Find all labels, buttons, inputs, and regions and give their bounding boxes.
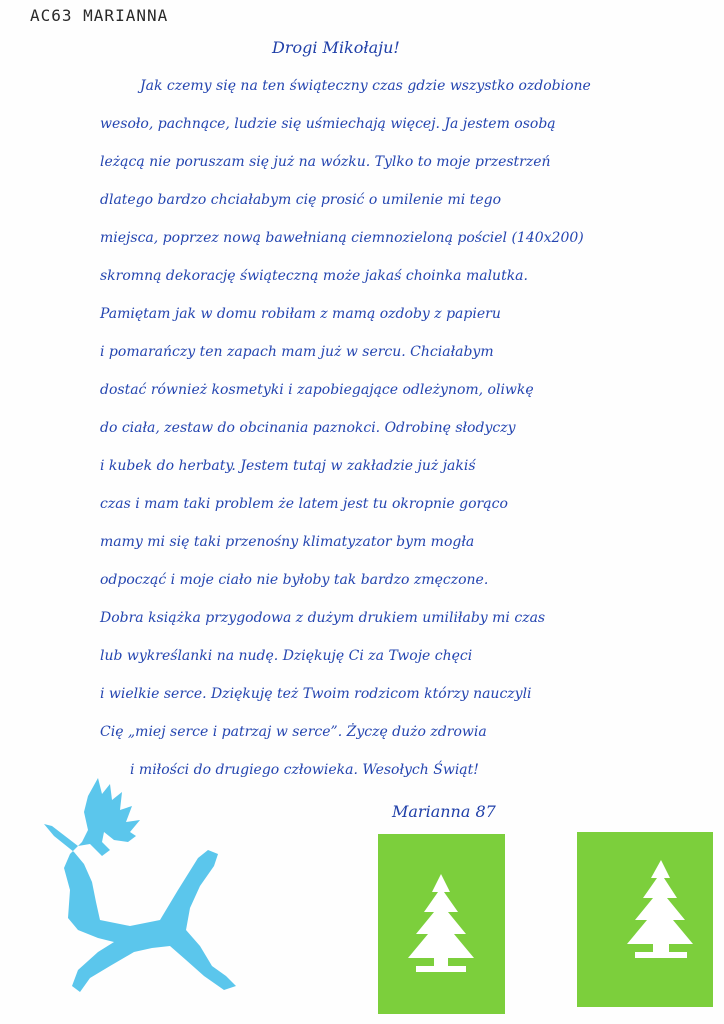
letter-line: miejsca, poprzez nową bawełnianą ciemnozieloną pościel (140x200) — [100, 230, 584, 246]
christmas-tree-card — [577, 832, 713, 1007]
letter-line: i miłości do drugiego człowieka. Wesołych Świąt! — [130, 762, 479, 778]
christmas-tree-card — [378, 834, 505, 1014]
letter-line: dostać również kosmetyki i zapobiegające odleżynom, oliwkę — [100, 382, 534, 398]
letter-signature: Marianna 87 — [392, 802, 496, 821]
letter-greeting: Drogi Mikołaju! — [272, 38, 400, 57]
header-code: AC63 MARIANNA — [30, 6, 169, 25]
letter-line: i wielkie serce. Dziękuję też Twoim rodzicom którzy nauczyli — [100, 686, 532, 702]
letter-line: odpocząć i moje ciało nie byłoby tak bardzo zmęczone. — [100, 572, 489, 588]
letter-line: leżącą nie poruszam się już na wózku. Tylko to moje przestrzeń — [100, 154, 551, 170]
letter-line: mamy mi się taki przenośny klimatyzator bym mogła — [100, 534, 475, 550]
letter-line: czas i mam taki problem że latem jest tu okropnie gorąco — [100, 496, 508, 512]
letter-line: Dobra książka przygodowa z dużym drukiem umiliłaby mi czas — [100, 610, 546, 626]
letter-line: Pamiętam jak w domu robiłam z mamą ozdoby z papieru — [100, 306, 501, 322]
letter-line: i kubek do herbaty. Jestem tutaj w zakładzie już jakiś — [100, 458, 476, 474]
letter-line: skromną dekorację świąteczną może jakaś choinka malutka. — [100, 268, 528, 284]
tree-icon — [577, 832, 713, 1007]
tree-icon — [378, 834, 505, 1014]
letter-line: Jak czemy się na ten świąteczny czas gdzie wszystko ozdobione — [140, 78, 591, 94]
letter-line: lub wykreślanki na nudę. Dziękuję Ci za Twoje chęci — [100, 648, 473, 664]
letter-line: dlatego bardzo chciałabym cię prosić o umilenie mi tego — [100, 192, 501, 208]
reindeer-icon — [40, 770, 240, 995]
letter-line: i pomarańczy ten zapach mam już w sercu. Chciałabym — [100, 344, 494, 360]
letter-line: wesoło, pachnące, ludzie się uśmiechają więcej. Ja jestem osobą — [100, 116, 556, 132]
letter-line: do ciała, zestaw do obcinania paznokci. Odrobinę słodyczy — [100, 420, 516, 436]
letter-line: Cię „miej serce i patrzaj w serce”. Życzę dużo zdrowia — [100, 724, 487, 740]
